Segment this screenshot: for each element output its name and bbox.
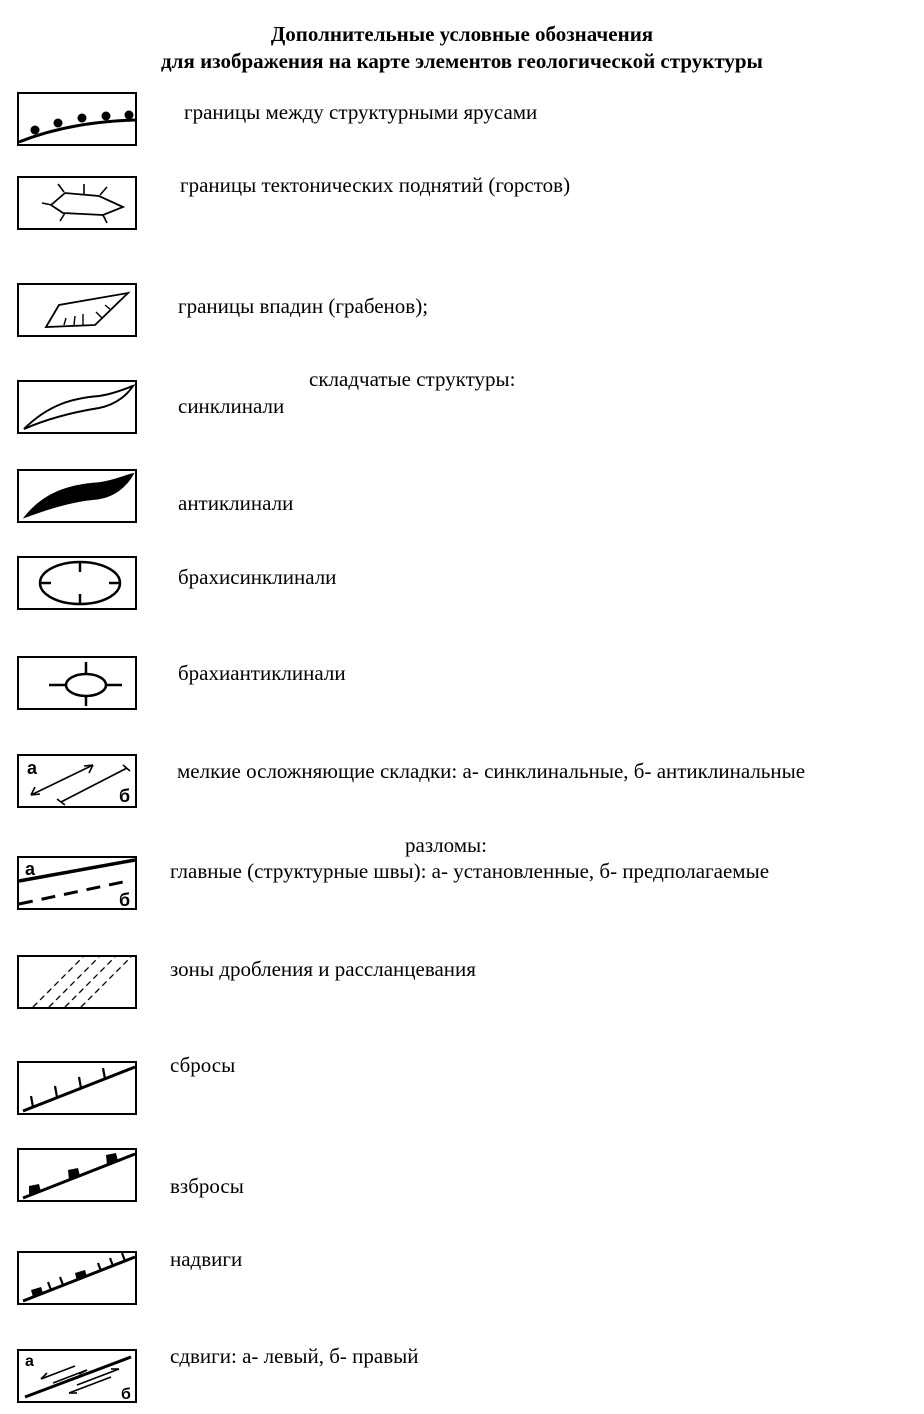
legend-label-brachyanticline: брахиантиклинали (178, 661, 346, 685)
legend-label-syncline: синклинали (178, 394, 285, 418)
legend-label-anticline: антиклинали (178, 491, 294, 515)
main-fault-mark-a: а (25, 859, 36, 879)
section-heading-faults: разломы: (405, 833, 487, 857)
minor-folds-icon (19, 756, 135, 806)
legend-label-reverse-fault: взбросы (170, 1174, 244, 1198)
legend-symbol-stratigraphic-boundary (17, 92, 137, 146)
legend-symbol-anticline (17, 469, 137, 523)
legend-label-main-fault: главные (структурные швы): а- установленные, б- предполагаемые (170, 859, 770, 883)
brachysyncline-icon (19, 558, 135, 608)
legend-label-brachysyncline: брахисинклинали (178, 565, 337, 589)
thrust-icon (19, 1253, 135, 1303)
legend-symbol-syncline (17, 380, 137, 434)
legend-symbol-main-fault (17, 856, 137, 910)
strike-slip-mark-b: б (121, 1386, 131, 1403)
strike-slip-mark-a: а (25, 1353, 34, 1370)
legend-symbol-minor-folds (17, 754, 137, 808)
legend-label-thrust: надвиги (170, 1247, 243, 1271)
legend-symbol-normal-fault (17, 1061, 137, 1115)
legend-symbol-brachyanticline (17, 656, 137, 710)
legend-symbol-reverse-fault (17, 1148, 137, 1202)
graben-icon (19, 285, 135, 335)
legend-label-horst: границы тектонических поднятий (горстов) (180, 173, 571, 197)
crush-zone-icon (19, 957, 135, 1007)
legend-label-minor-folds: мелкие осложняющие складки: а- синклинальные, б- антиклинальные (177, 759, 806, 783)
legend-label-strike-slip: сдвиги: а- левый, б- правый (170, 1344, 419, 1368)
minor-folds-mark-a: а (27, 758, 38, 778)
legend-symbol-thrust (17, 1251, 137, 1305)
legend-label-crush-zone: зоны дробления и рассланцевания (170, 957, 476, 981)
legend-label-normal-fault: сбросы (170, 1053, 236, 1077)
page-title-line-1: Дополнительные условные обозначения (270, 22, 654, 46)
main-fault-mark-b: б (119, 890, 131, 910)
minor-folds-mark-b: б (119, 786, 131, 806)
normal-fault-icon (19, 1063, 135, 1113)
section-heading-folds: складчатые структуры: (309, 367, 516, 391)
legend-symbol-horst (17, 176, 137, 230)
page-title-line-2: для изображения на карте элементов геологической структуры (161, 49, 763, 73)
legend-label-graben: границы впадин (грабенов); (178, 294, 429, 318)
legend-symbol-strike-slip (17, 1349, 137, 1403)
legend-symbol-graben (17, 283, 137, 337)
anticline-icon (19, 471, 135, 521)
legend-symbol-brachysyncline (17, 556, 137, 610)
strike-slip-icon (19, 1351, 135, 1401)
main-fault-icon (19, 858, 135, 908)
legend-label-stratigraphic-boundary: границы между структурными ярусами (184, 100, 538, 124)
stratigraphic-boundary-icon (19, 94, 135, 144)
syncline-icon (19, 382, 135, 432)
brachyanticline-icon (19, 658, 135, 708)
horst-icon (19, 178, 135, 228)
legend-symbol-crush-zone (17, 955, 137, 1009)
reverse-fault-icon (19, 1150, 135, 1200)
